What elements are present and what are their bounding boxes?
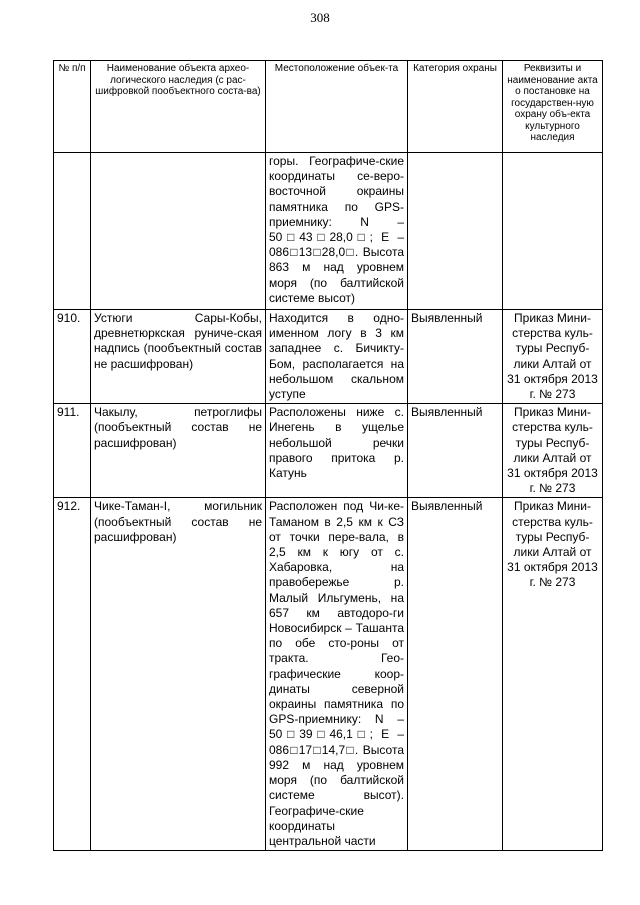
table-row: [54, 310, 603, 404]
cell-requisites: Приказ Мини-стерства куль-туры Респуб-лики Алтай от 31 октября 2013 г. № 273: [503, 310, 603, 404]
cell-location: Расположен под Чи-ке-Таманом в 2,5 км к СЗ от точки пере-вала, в 2,5 км к югу от с. Хабаровка, на правобережье р. Малый Ильгумень, на 657 км автодоро-ги Новосибирск – Ташанта по обе сто-роны от тракта. Гео-графические коор-динаты северной окраины памятника по GPS-приемнику: N – 50□39□46,1□; E – 086□17□14,7□. Высота 992 м над уровнем моря (по балтийской системе высот). Географиче-ские координаты центральной части: [266, 498, 408, 851]
header-requisites: Реквизиты и наименование акта о постановке на государствен-ную охрану объ-екта культурного наследия: [503, 61, 603, 153]
cell-number: 910.: [54, 310, 91, 404]
table-row: [54, 498, 603, 851]
header-protection-category: Категория охраны: [408, 61, 503, 153]
cell-object-name: [91, 153, 266, 310]
cell-category: Выявленный: [408, 404, 503, 498]
cell-requisites: Приказ Мини-стерства куль-туры Респуб-лики Алтай от 31 октября 2013 г. № 273: [503, 404, 603, 498]
cell-category: [408, 153, 503, 310]
cell-category: Выявленный: [408, 498, 503, 851]
cell-requisites: Приказ Мини-стерства куль-туры Респуб-лики Алтай от 31 октября 2013 г. № 273: [503, 498, 603, 851]
cell-object-name: Устюги Сары-Кобы, древнетюркская руниче-ская надпись (пообъектный состав не расшифрован): [91, 310, 266, 404]
cell-number: [54, 153, 91, 310]
page-number: 308: [310, 10, 330, 25]
header-object-name: Наименование объекта архео-логического наследия (с рас-шифровкой пообъектного соста-ва): [91, 61, 266, 153]
cell-location: Находится в одно-именном логу в 3 км западнее с. Бичикту-Бом, располагается на небольшом скальном уступе: [266, 310, 408, 404]
cell-object-name: Чике-Таман-I, могильник (пообъектный состав не расшифрован): [91, 498, 266, 851]
cell-category: Выявленный: [408, 310, 503, 404]
cell-number: 911.: [54, 404, 91, 498]
cell-location: горы. Географиче-ские координаты се-веро-восточной окраины памятника по GPS-приемнику: N – 50□43□28,0□; E – 086□13□28,0□. Высота 863 м над уровнем моря (по балтийской системе высот): [266, 153, 408, 310]
heritage-registry-table: [53, 60, 603, 851]
table-row: [54, 404, 603, 498]
header-number: № п/п: [54, 61, 91, 153]
cell-object-name: Чакылу, петроглифы (пообъектный состав не расшифрован): [91, 404, 266, 498]
table-row-continuation: [54, 153, 603, 310]
cell-location: Расположены ниже с. Инегень в ущелье небольшой речки правого притока р. Катунь: [266, 404, 408, 498]
header-location: Местоположение объек-та: [266, 61, 408, 153]
cell-requisites: [503, 153, 603, 310]
table-header-row: [54, 61, 603, 153]
cell-number: 912.: [54, 498, 91, 851]
